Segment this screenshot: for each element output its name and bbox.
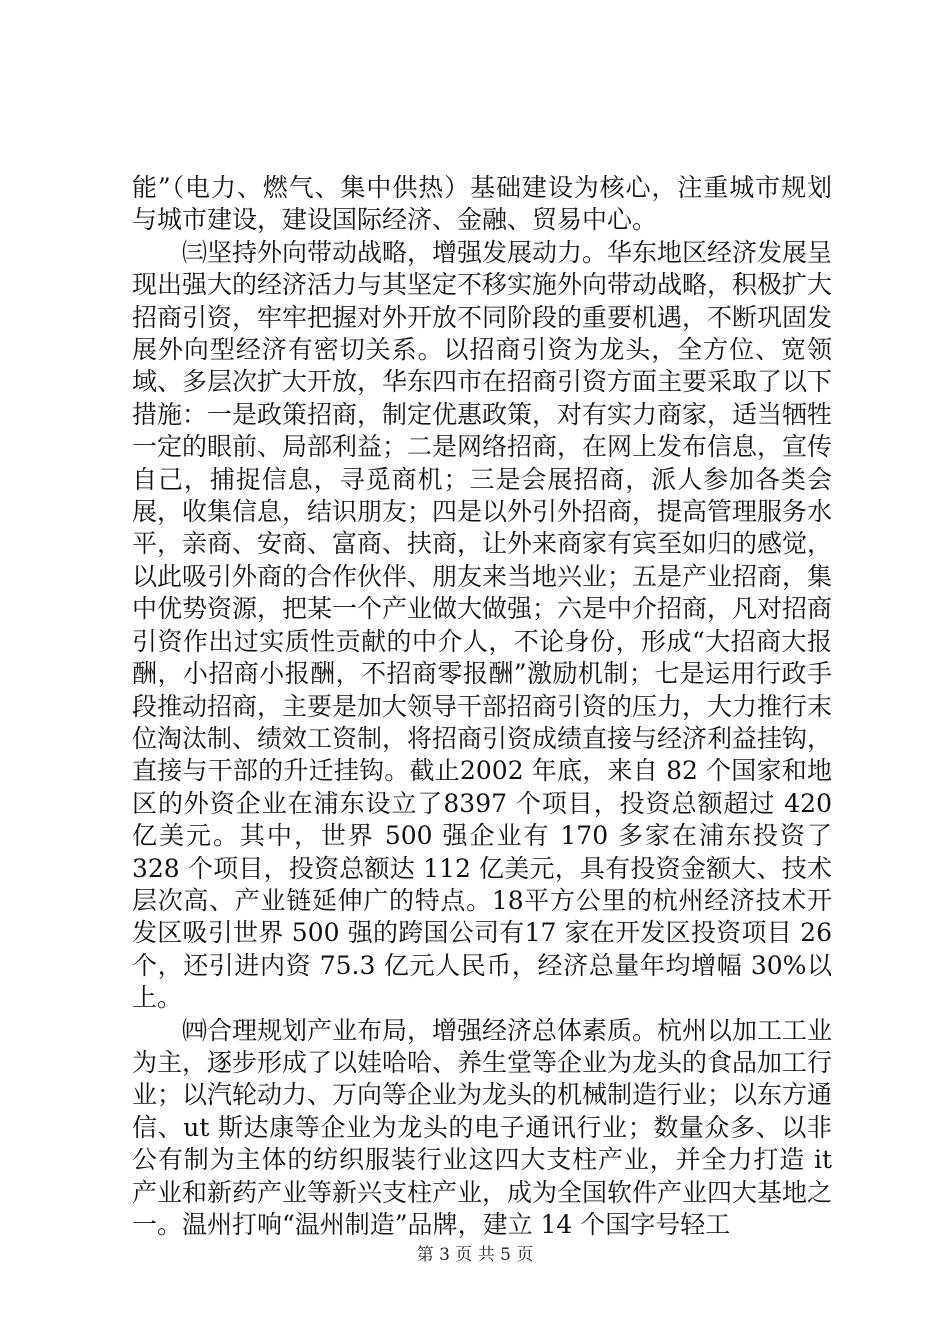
paragraph-outward-strategy: ㈢坚持外向带动战略，增强发展动力。华东地区经济发展呈现出强大的经济活力与其坚定不移实施外向带动战略，积极扩大招商引资，牢牢把握对外开放不同阶段的重要机遇，不断巩固发展外向型经济有密切关系。以招商引资为龙头，全方位、宽领域、多层次扩大开放，华东四市在招商引资方面主要采取了以下措施：一是政策招商，制定优惠政策，对有实力商家，适当牺牲一定的眼前、局部利益；二是网络招商，在网上发布信息，宣传自己，捕捉信息，寻觅商机；三是会展招商，派人参加各类会展，收集信息，结识朋友；四是以外引外招商，提高管理服务水平，亲商、安商、富商、扶商，让外来商家有宾至如归的感觉，以此吸引外商的合作伙伴、朋友来当地兴业；五是产业招商，集中优势资源，把某一个产业做大做强；六是中介招商，凡对招商引资作出过实质性贡献的中介人，不论身份，形成“大招商大报酬，小招商小报酬，不招商零报酬”激励机制；七是运用行政手段推动招商，主要是加大领导干部招商引资的压力，大力推行末位淘汰制、绩效工资制，将招商引资成绩直接与经济利益挂钩，直接与干部的升迁挂钩。截止2002 年底，来自 82 个国家和地区的外资企业在浦东设立了8397 个项目，投资总额超过 420 亿美元。其中，世界 500 强企业有 170 多家在浦东投资了 328 个项目，投资总额达 112 亿美元，具有投资金额大、技术层次高、产业链延伸广的特点。18平方公里的杭州经济技术开发区吸引世界 500 强的跨国公司有17 家在开发区投资项目 26 个，还引进内资 75.3 亿元人民币，经济总量年均增幅 30%以上。 bbox=[132, 237, 833, 1013]
body-text bbox=[132, 172, 832, 1241]
paragraph-industry-layout: ㈣合理规划产业布局，增强经济总体素质。杭州以加工工业为主，逐步形成了以娃哈哈、养生堂等企业为龙头的食品加工行业；以汽轮动力、万向等企业为龙头的机械制造行业；以东方通信、ut 斯达康等企业为龙头的电子通讯行业；数量众多、以非公有制为主体的纺织服装行业这四大支柱产业，并全力打造 it 产业和新药产业等新兴支柱产业，成为全国软件产业四大基地之一。温州打响“温州制造”品牌，建立 14 个国字号轻工 bbox=[132, 1015, 833, 1239]
paragraph-continuation: 能”（电力、燃气、集中供热）基础建设为核心，注重城市规划与城市建设，建设国际经济、金融、贸易中心。 bbox=[132, 173, 832, 235]
page-footer: 第 3 页 共 5 页 bbox=[416, 1245, 534, 1265]
